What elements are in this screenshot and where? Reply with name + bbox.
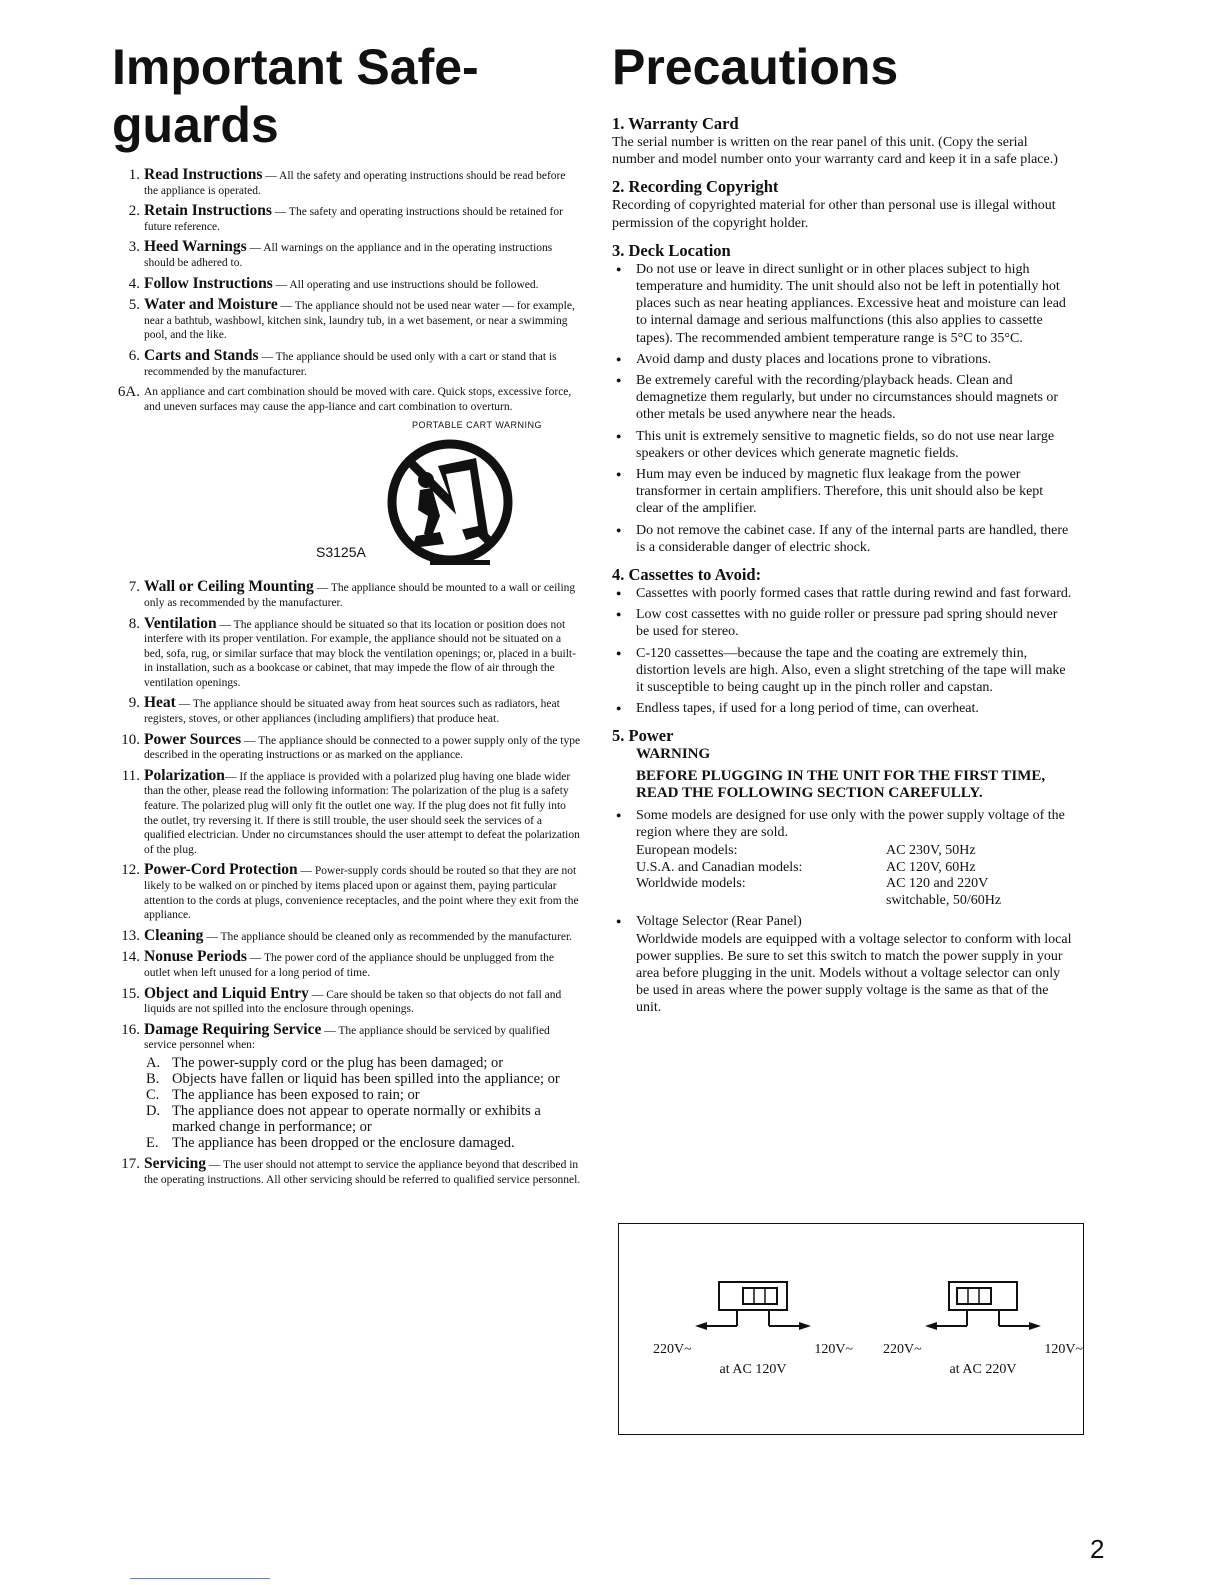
safeguard-text: — The safety and operating instructions should be retained for future reference. (144, 206, 563, 233)
damage-condition (144, 1071, 582, 1087)
safeguard-number: 1. (128, 167, 140, 183)
condition-text: The power-supply cord or the plug has been damaged; or (172, 1054, 504, 1071)
voltage-model: U.S.A. and Canadian models: (636, 859, 803, 875)
precaution-bullet: ● C-120 cassettes—because the tape and the coating are extremely thin, distortion levels are high. Also, even a slight stretching of the tape will make it susceptible to being caught up in the pinch roller and capstan. (612, 645, 1072, 697)
switch-right-label: 120V~ (814, 1342, 853, 1357)
safeguard-heading: Heed Warnings (144, 238, 247, 256)
safeguard-number: 8. (128, 615, 140, 632)
safeguard-text: — The appliance should be connected to a power supply only of the type described in the operating instructions or as marked on the appliance. (144, 734, 581, 762)
voltage-row (636, 876, 1016, 909)
safeguard-item (112, 984, 582, 1017)
power-warning-label: WARNING (636, 746, 711, 763)
safeguard-item (112, 950, 582, 980)
safeguard-text: — The power cord of the appliance should be unplugged from the outlet when left unused for a long period of time. (144, 952, 554, 979)
power-section (612, 726, 1072, 1016)
voltage-value: AC 230V, 50Hz (886, 843, 976, 859)
safeguard-item (112, 766, 582, 858)
section-heading: 1. Warranty Card (612, 114, 739, 133)
cassettes-to-avoid-section (612, 565, 1072, 717)
condition-letter: E. (146, 1134, 159, 1151)
voltage-model: Worldwide models: (636, 876, 746, 892)
recording-copyright-section (612, 177, 1072, 231)
safeguard-text: — The appliance should be used only with a cart or stand that is recommended by the manufacturer. (144, 350, 557, 378)
switch-setting-label: at AC 120V (719, 1362, 787, 1377)
condition-text: The appliance has been exposed to rain; or (172, 1086, 420, 1103)
safeguards-list-end (112, 1020, 582, 1187)
safeguard-heading: Read Instructions (144, 166, 263, 183)
safeguard-text: — The appliance should not be used near water — for example, near a bathtub, washbowl, kitchen sink, laundry tub, in a wet basement, or near a swimming pool, and the like. (144, 300, 575, 342)
cassettes-list (612, 585, 1072, 717)
warranty-card-section (612, 114, 1072, 168)
precautions-title: Precautions (612, 39, 899, 95)
safeguard-number: 13. (121, 927, 140, 944)
section-heading: 4. Cassettes to Avoid: (612, 565, 762, 585)
damage-condition (144, 1103, 582, 1135)
switch-right-label: 120V~ (1044, 1342, 1083, 1357)
safeguard-number: 9. (128, 695, 140, 712)
voltage-value: AC 120 and 220V switchable, 50/60Hz (886, 876, 1002, 908)
cart-warning-figure (112, 432, 582, 580)
precaution-bullet: ● Hum may even be induced by magnetic flux leakage from the power transformer in certain amplifiers. Therefore, this unit should also be kept clear of the amplifier. (612, 466, 1072, 518)
voltage-model: European models: (636, 843, 738, 859)
switch-setting-label: at AC 220V (949, 1362, 1017, 1377)
deck-location-list (612, 261, 1072, 556)
precaution-bullet: ● This unit is extremely sensitive to magnetic fields, so do not use near large speakers or other devices which generate magnetic fields. (612, 428, 1072, 462)
safeguard-item (112, 168, 582, 198)
cart-tip-over-icon (380, 436, 520, 580)
safeguard-item (112, 580, 582, 610)
safeguard-text: — Power-supply cords should be routed so that they are not likely to be walked on or pinched by items placed upon or against them, paying particular attention to the cords at plugs, convenience receptacles, and the point where they exit from the appliance. (144, 865, 579, 922)
safeguard-text: — All the safety and operating instructions should be read before the appliance is operated. (144, 170, 566, 197)
safeguard-item (112, 614, 582, 691)
safeguard-number: 17. (121, 1155, 140, 1172)
voltage-table (636, 843, 1016, 909)
safeguard-text: — The appliance should be mounted to a wall or ceiling only as recommended by the manufacturer. (144, 582, 576, 609)
safeguard-number: 14. (121, 949, 140, 966)
damage-condition (144, 1087, 582, 1103)
safeguard-number: 4. (128, 275, 140, 292)
safeguard-item (112, 863, 582, 922)
safeguard-item (112, 385, 582, 414)
condition-text: Objects have fallen or liquid has been spilled into the appliance; or (172, 1070, 560, 1087)
safeguard-number: 5. (128, 297, 140, 314)
safeguard-item (112, 298, 582, 343)
damage-conditions-list (144, 1055, 582, 1151)
safeguard-number: 12. (121, 862, 140, 879)
safeguard-text: — Care should be taken so that objects do not fall and liquids are not spilled into the enclosure through openings. (144, 988, 562, 1016)
safeguard-heading: Water and Moisture (144, 296, 278, 314)
condition-letter: A. (146, 1054, 161, 1071)
safeguard-number: 6A. (117, 384, 140, 401)
precaution-bullet: ● Do not use or leave in direct sunlight or in other places subject to high temperature and humidity. The unit should also not be left in potentially hot places such as near heating appliances. Excessive heat and moisture can lead to internal damage and serious malfunctions (this also applies to cassette tapes). The recommended ambient temperature range is 5°C to 35°C. (612, 261, 1072, 347)
voltage-row (636, 843, 1016, 860)
safeguard-text: — All warnings on the appliance and in the operating instructions should be adhered to. (144, 242, 553, 269)
condition-text: The appliance has been dropped or the enclosure damaged. (172, 1134, 515, 1151)
condition-letter: D. (146, 1102, 161, 1119)
safeguard-heading: Object and Liquid Entry (144, 984, 309, 1002)
safeguard-item-17 (112, 1154, 582, 1187)
voltage-row (636, 860, 1016, 877)
safeguard-number: 15. (121, 985, 140, 1002)
damage-condition (144, 1055, 582, 1071)
power-bullet-text: Some models are designed for use only with the power supply voltage of the region where they are sold. (636, 807, 1065, 841)
safeguard-text: — The appliance should be serviced by qualified service personnel when: (144, 1024, 550, 1052)
safeguard-number: 11. (121, 767, 140, 784)
deck-location-section (612, 241, 1072, 556)
footer-rule (130, 1578, 270, 1579)
condition-letter: B. (146, 1070, 160, 1087)
voltage-selector-heading: ● Voltage Selector (Rear Panel) (636, 914, 802, 930)
safeguard-heading: Power-Cord Protection (144, 861, 298, 879)
safeguard-text: — The appliance should be cleaned only as recommended by the manufacturer. (203, 930, 573, 943)
safeguard-number: 6. (128, 347, 140, 364)
page-number: 2 (1090, 1534, 1105, 1564)
precaution-bullet: ● Low cost cassettes with no guide roller or pressure pad spring should never be used for stereo. (612, 606, 1072, 640)
safeguard-text: — The appliance should be situated away from heat sources such as radiators, heat registers, stoves, or other appliances (including amplifiers) that produce heat. (144, 698, 560, 726)
safeguards-list (112, 168, 582, 414)
safeguard-heading: Nonuse Periods (144, 948, 247, 966)
section-body: The serial number is written on the rear panel of this unit. (Copy the serial number and model number onto your warranty card and keep it in a safe place.) (612, 135, 1058, 168)
cart-warning-caption: PORTABLE CART WARNING (411, 420, 542, 431)
safeguard-item (112, 730, 582, 763)
condition-letter: C. (146, 1086, 160, 1103)
safeguard-heading: Ventilation (144, 614, 217, 632)
power-bullet (612, 913, 1072, 1016)
precaution-bullet: ● Avoid damp and dusty places and locations prone to vibrations. (612, 351, 1072, 368)
safeguard-number: 2. (128, 203, 140, 220)
safeguard-text: — All operating and use instructions should be followed. (272, 278, 539, 291)
safeguard-text: — If the appliace is provided with a polarized plug having one blade wider than the other, please read the following information: The polarization of the plug is a safety feature. The polarized plug will only fit the outlet one way. If the plug does not fit fully into the outlet, try reversing it. If there is still trouble, the user should seek the services of a qualified electrician. Under no circumstances should the user attempt to defeat the polarization of the plug. (144, 770, 580, 856)
safeguards-column (112, 38, 582, 1193)
safeguard-item (112, 274, 582, 293)
safeguard-heading: Wall or Ceiling Mounting (144, 578, 314, 596)
power-bullet (612, 807, 1072, 909)
switch-left-label: 220V~ (883, 1342, 922, 1357)
cart-figure-code: S3125A (316, 544, 366, 561)
safeguard-item (112, 346, 582, 379)
section-heading: 5. Power (612, 726, 674, 746)
safeguard-item (112, 240, 582, 270)
safeguard-number: 10. (121, 731, 140, 748)
safeguard-text: An appliance and cart combination should be moved with care. Quick stops, excessive force, and uneven surfaces may cause the app-liance and cart combination to overturn. (144, 386, 572, 413)
precaution-bullet: ● Cassettes with poorly formed cases that rattle during rewind and fast forward. (612, 585, 1072, 602)
power-list (612, 807, 1072, 1017)
section-body: Recording of copyrighted material for other than personal use is illegal without permission of the copyright holder. (612, 198, 1056, 231)
precaution-bullet: ● Endless tapes, if used for a long period of time, can overheat. (612, 700, 1072, 717)
safeguards-title: Important Safe- guards (112, 39, 479, 153)
section-heading: 3. Deck Location (612, 240, 731, 260)
safeguard-heading: Polarization (144, 766, 225, 784)
safeguard-heading: Heat (144, 694, 176, 712)
precaution-bullet: ● Do not remove the cabinet case. If any of the internal parts are handled, there is a considerable danger of electric shock. (612, 522, 1072, 556)
safeguard-item (112, 926, 582, 945)
voltage-selector-diagram (618, 1223, 1084, 1435)
safeguard-heading: Retain Instructions (144, 202, 272, 220)
safeguard-item-16 (112, 1020, 582, 1151)
safeguard-heading: Carts and Stands (144, 346, 259, 364)
power-warning-text: BEFORE PLUGGING IN THE UNIT FOR THE FIRST TIME, READ THE FOLLOWING SECTION CAREFULLY. (636, 767, 1046, 802)
voltage-value: AC 120V, 60Hz (886, 859, 976, 875)
condition-text: The appliance does not appear to operate normally or exhibits a marked change in performance; or (172, 1102, 541, 1135)
precautions-column (612, 38, 1072, 1026)
safeguard-text: — The appliance should be situated so that its location or position does not interfere with its proper ventilation. For example, the appliance should not be situated on a bed, sofa, rug, or similar surface that may block the ventilation openings; or, placed in a built-in installation, such as a bookcase or cabinet, that may impede the flow of air through the ventilation openings. (144, 618, 576, 689)
safeguard-heading: Cleaning (144, 926, 204, 944)
damage-condition (144, 1135, 582, 1151)
safeguard-heading: Damage Requiring Service (144, 1020, 322, 1038)
safeguards-list-continued (112, 580, 582, 1016)
precaution-bullet: ● Be extremely careful with the recording/playback heads. Clean and demagnetize them regularly, but under no circumstances should magnets or other metals be used anywhere near the heads. (612, 372, 1072, 424)
safeguard-heading: Servicing (144, 1154, 206, 1172)
selector-switch-icon (693, 1280, 813, 1340)
section-heading: 2. Recording Copyright (612, 177, 779, 197)
voltage-selector-text: Worldwide models are equipped with a voltage selector to conform with local power supplies. Be sure to set this switch to match the power supply in your area before plugging in the unit. Models without a voltage selector can only be used in areas where the power supply voltage is the same as that of the unit. (636, 931, 1072, 1016)
safeguard-number: 7. (128, 579, 140, 596)
safeguard-number: 3. (128, 239, 140, 256)
safeguard-heading: Follow Instructions (144, 274, 273, 292)
selector-switch-icon (923, 1280, 1043, 1340)
safeguard-text: — The user should not attempt to service the appliance beyond that described in the operating instructions. All other servicing should be referred to qualified service personnel. (144, 1158, 581, 1186)
safeguard-item (112, 696, 582, 726)
safeguard-item (112, 204, 582, 234)
switch-left-label: 220V~ (653, 1342, 692, 1357)
safeguard-number: 16. (121, 1021, 140, 1038)
safeguard-heading: Power Sources (144, 730, 242, 748)
